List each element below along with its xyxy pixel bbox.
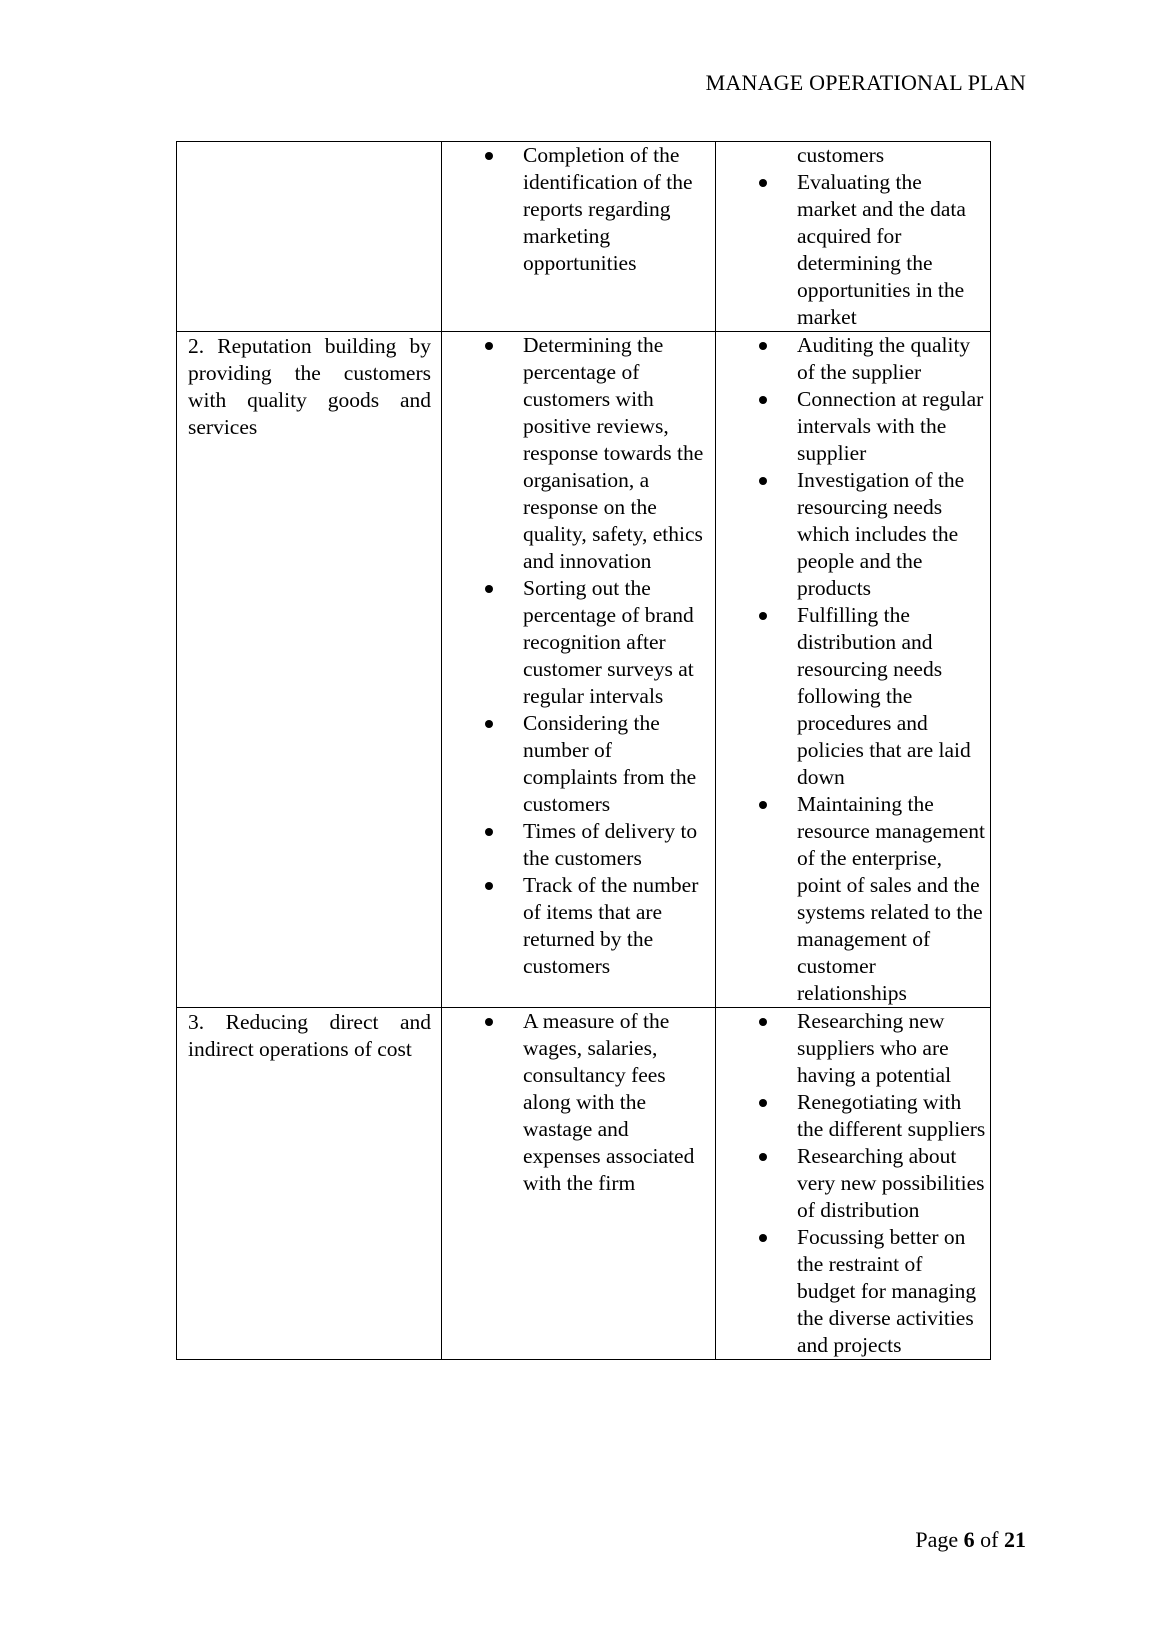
table-row	[177, 1008, 991, 1360]
bullet-icon	[759, 342, 767, 350]
measures-list	[442, 1008, 715, 1197]
list-item	[523, 1008, 711, 1197]
page-header: MANAGE OPERATIONAL PLAN	[705, 70, 1026, 95]
bullet-icon	[759, 477, 767, 485]
bullet-icon	[485, 882, 493, 890]
measures-cell	[442, 142, 716, 332]
action-text: Fulfilling the distribution and resourcing needs following the procedures and policies that are laid down	[797, 603, 971, 789]
actions-list	[716, 332, 990, 1007]
objective-text	[177, 142, 441, 143]
operational-plan-table	[176, 141, 991, 1360]
list-item	[797, 1008, 986, 1089]
list-item	[797, 169, 986, 331]
actions-cell	[716, 1008, 991, 1360]
objective-cell	[177, 142, 442, 332]
measure-text: Determining the percentage of customers with positive reviews, response towards the organisation, a response on the quality, safety, ethics and innovation	[523, 333, 704, 573]
bullet-icon	[485, 152, 493, 160]
bullet-icon	[759, 1234, 767, 1242]
list-item	[523, 710, 711, 818]
list-item	[797, 1224, 986, 1359]
bullet-icon	[485, 342, 493, 350]
bullet-icon	[759, 179, 767, 187]
list-item	[523, 818, 711, 872]
action-text: Auditing the quality of the supplier	[797, 333, 971, 384]
list-item	[797, 602, 986, 791]
measure-text: Sorting out the percentage of brand recognition after customer surveys at regular intervals	[523, 576, 694, 708]
measure-text: A measure of the wages, salaries, consultancy fees along with the wastage and expenses associated with the firm	[523, 1009, 695, 1195]
table-row	[177, 142, 991, 332]
bullet-icon	[485, 1018, 493, 1026]
action-text: Renegotiating with the different suppliers	[797, 1090, 986, 1141]
action-text: Focussing better on the restraint of budget for managing the diverse activities and projects	[797, 1225, 977, 1357]
actions-cell	[716, 142, 991, 332]
measures-list	[442, 142, 715, 277]
list-item	[797, 386, 986, 467]
bullet-icon	[759, 801, 767, 809]
actions-list	[716, 169, 990, 331]
continued-text: customers	[797, 143, 885, 167]
measure-text: Track of the number of items that are returned by the customers	[523, 873, 699, 978]
action-text: Maintaining the resource management of the enterprise, point of sales and the systems related to the management of customer relationships	[797, 792, 986, 1005]
list-item	[797, 1143, 986, 1224]
measures-cell	[442, 332, 716, 1008]
list-item	[523, 575, 711, 710]
action-text: Researching about very new possibilities of distribution	[797, 1144, 985, 1222]
measures-cell	[442, 1008, 716, 1360]
objective-cell	[177, 1008, 442, 1360]
bullet-icon	[485, 720, 493, 728]
bullet-icon	[759, 612, 767, 620]
list-item	[797, 467, 986, 602]
measure-text: Times of delivery to the customers	[523, 819, 698, 870]
measure-text: Considering the number of complaints from the customers	[523, 711, 697, 816]
total-page-count: 21	[1004, 1527, 1026, 1552]
bullet-icon	[759, 396, 767, 404]
page-of-label: of	[980, 1527, 999, 1552]
measures-list	[442, 332, 715, 980]
objective-text: 2. Reputation building by providing the customers with quality goods and services	[188, 334, 431, 439]
current-page-number: 6	[963, 1527, 975, 1552]
bullet-icon	[759, 1153, 767, 1161]
table-row	[177, 332, 991, 1008]
list-item	[523, 332, 711, 575]
action-text: Researching new suppliers who are having a potential	[797, 1009, 952, 1087]
page-label: Page	[915, 1527, 959, 1552]
actions-list	[716, 1008, 990, 1359]
list-item	[797, 791, 986, 1007]
list-item	[797, 332, 986, 386]
list-item	[523, 872, 711, 980]
list-item	[797, 1089, 986, 1143]
actions-cell	[716, 332, 991, 1008]
bullet-icon	[485, 828, 493, 836]
objective-cell	[177, 332, 442, 1008]
bullet-icon	[759, 1018, 767, 1026]
action-text: Evaluating the market and the data acquired for determining the opportunities in the market	[797, 170, 966, 329]
page-footer	[915, 1527, 1026, 1553]
list-item	[523, 142, 711, 277]
action-text: Connection at regular intervals with the supplier	[797, 387, 984, 465]
bullet-icon	[759, 1099, 767, 1107]
measure-text: Completion of the identification of the reports regarding marketing opportunities	[523, 143, 693, 275]
objective-text: 3. Reducing direct and indirect operations of cost	[188, 1010, 431, 1061]
action-text: Investigation of the resourcing needs which includes the people and the products	[797, 468, 965, 600]
bullet-icon	[485, 585, 493, 593]
